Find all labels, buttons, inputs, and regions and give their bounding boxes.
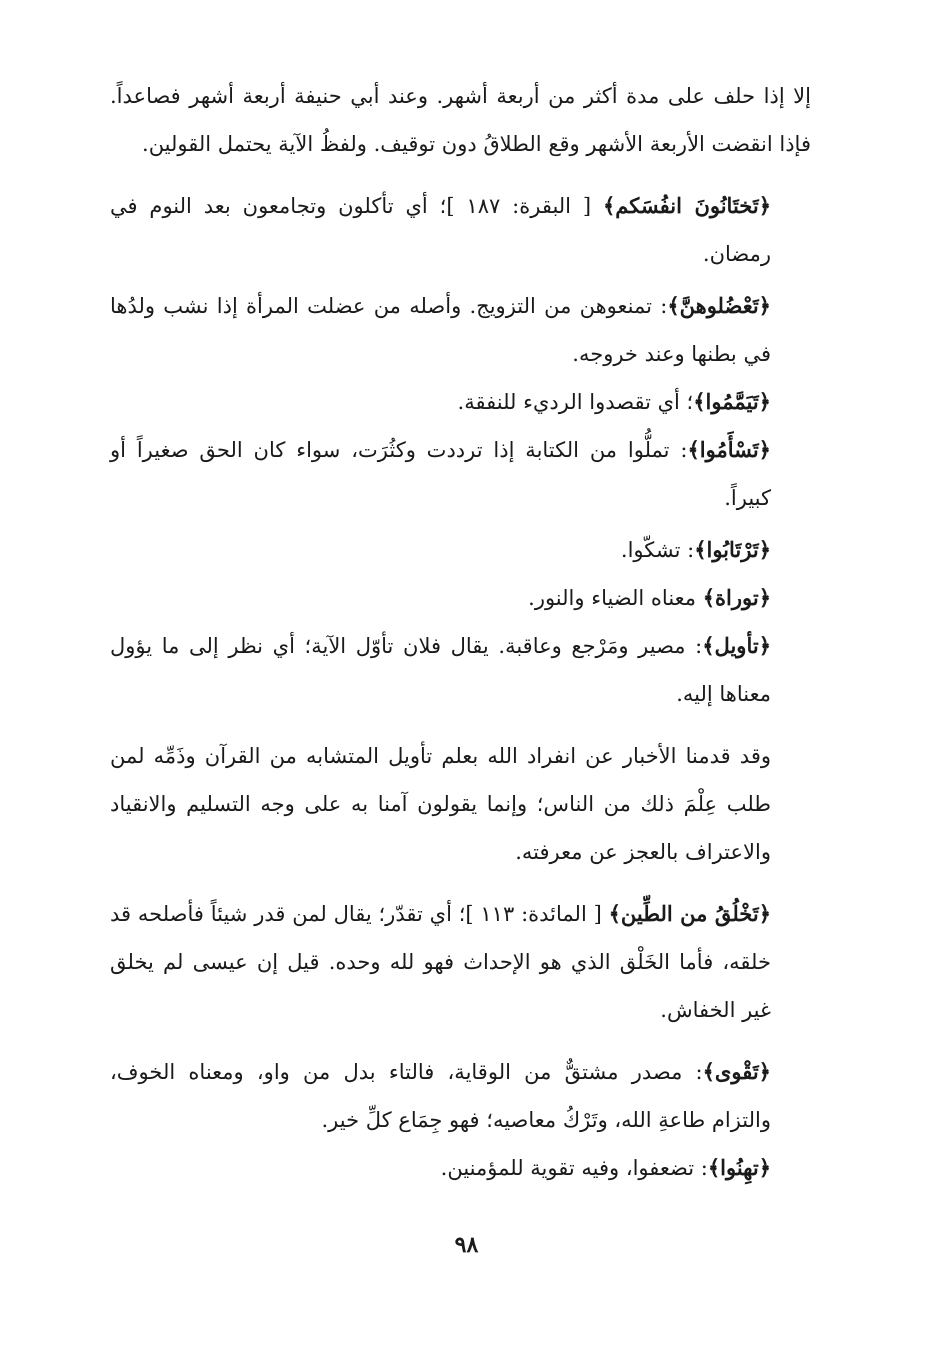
entry-term: ﴿تَخْلُقُ من الطِّين﴾ [608, 901, 772, 926]
entry-text: معناه الضياء والنور. [528, 586, 703, 610]
entry-text: : تشكّوا. [620, 538, 695, 562]
entry-tadulu [110, 282, 811, 378]
entry-text: [ المائدة: ١١٣ ]؛ أي تقدّر؛ يقال لمن قدر شيئاً فأصلحه قد خلقه، فأما الخَلْق الذي هو الإحداث فهو لله وحده. قيل إن عيسى لم يخلق غير الخفاش. [110, 902, 771, 1022]
entry-tayammamu [110, 378, 811, 426]
entry-tawrat [110, 574, 811, 622]
entry-term: ﴿تهِنُوا﴾ [707, 1155, 771, 1180]
entry-takhluqu [110, 890, 811, 1034]
entry-tawil [110, 622, 811, 718]
entry-takhtanun [110, 182, 811, 278]
entry-taqwa [110, 1048, 811, 1144]
entry-text: : مصدر مشتقٌّ من الوقاية، فالتاء بدل من واو، ومعناه الخوف، والتزام طاعةِ الله، وتَرْكُ معاصيه؛ فهو جِمَاع كلِّ خير. [110, 1060, 771, 1132]
commentary-paragraph [110, 732, 811, 876]
entry-term: ﴿تَرْتَابُوا﴾ [694, 537, 771, 562]
entry-tartabu [110, 526, 811, 574]
entry-term: ﴿تأويل﴾ [702, 633, 771, 658]
entry-term: ﴿تَسْأَمُوا﴾ [687, 437, 771, 462]
entry-term: ﴿تَختَانُونَ انفُسَكم﴾ [603, 193, 771, 218]
entry-text: : مصير ومَرْجع وعاقبة. يقال فلان تأوّل الآية؛ أي نظر إلى ما يؤول معناها إليه. [110, 634, 771, 706]
entry-text: ؛ أي تقصدوا الرديء للنفقة. [457, 390, 694, 414]
entry-term: ﴿تَقْوى﴾ [702, 1059, 771, 1084]
page-number: ٩٨ [454, 1232, 479, 1258]
paragraph-text: وقد قدمنا الأخبار عن انفراد الله بعلم تأويل المتشابه من القرآن وذَمِّه لمن طلب عِلْمَ ذلك من الناس؛ وإنما يقولون آمنا به على وجه التسليم والانقياد والاعتراف بالعجز عن معرفته. [110, 744, 771, 864]
entry-text: : تملُّوا من الكتابة إذا ترددت وكثُرَت، سواء كان الحق صغيراً أو كبيراً. [110, 438, 771, 510]
entry-term: ﴿تَعْضُلوهنَّ﴾ [667, 293, 771, 318]
entry-term: ﴿تَيَمَّمُوا﴾ [693, 389, 771, 414]
entry-term: ﴿توراة﴾ [702, 585, 771, 610]
entry-tasamu [110, 426, 811, 522]
paragraph-text: إلا إذا حلف على مدة أكثر من أربعة أشهر. وعند أبي حنيفة أربعة أشهر فصاعداً. فإذا انقضت الأربعة الأشهر وقع الطلاقُ دون توقيف. ولفظُ الآية يحتمل القولين. [110, 84, 811, 156]
entry-text: : تضعفوا، وفيه تقوية للمؤمنين. [440, 1156, 708, 1180]
entry-tahinu [110, 1144, 811, 1192]
paragraph-continuation [110, 72, 811, 168]
entry-text: [ البقرة: ١٨٧ ]؛ أي تأكلون وتجامعون بعد النوم في رمضان. [110, 194, 771, 266]
entry-text: : تمنعوهن من التزويج. وأصله من عضلت المرأة إذا نشب ولدُها في بطنها وعند خروجه. [110, 294, 771, 366]
page-body [110, 72, 811, 1192]
